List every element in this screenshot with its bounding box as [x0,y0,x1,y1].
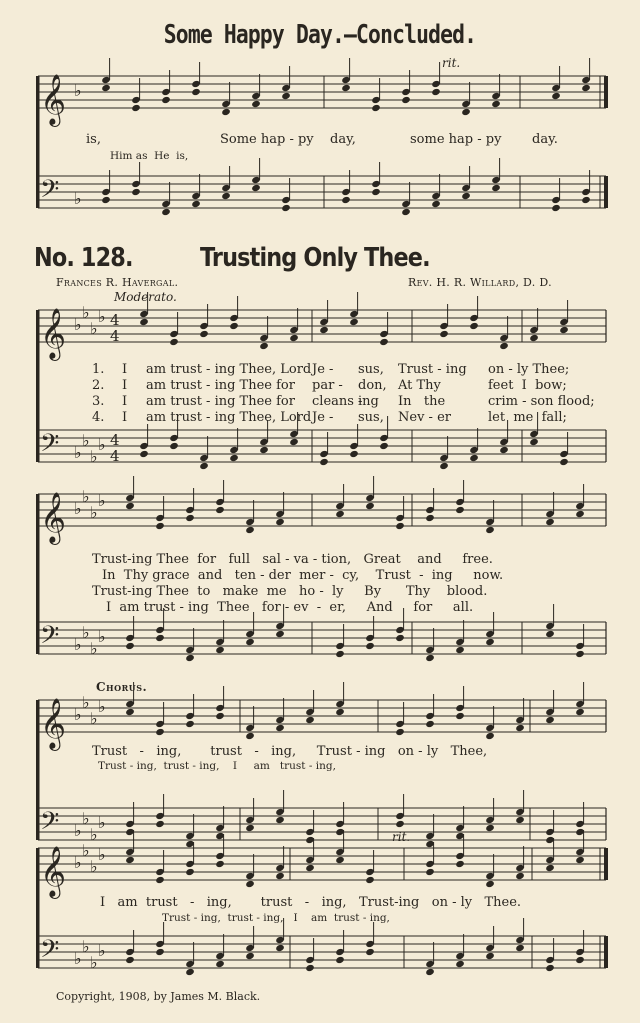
verse-word: am trust - ing Thee for [146,378,295,393]
note-head [371,188,381,196]
flat-icon: ♭ [90,953,98,972]
note-head [289,334,299,342]
verse-word: Nev - er [398,410,451,425]
flat-icon: ♭ [90,319,98,338]
note-head [551,92,561,100]
flat-icon: ♭ [98,307,106,326]
note-head [245,880,255,888]
note-head [221,108,231,116]
note-head [125,502,135,510]
note-head [215,646,225,654]
note-head [515,872,525,880]
note-head [395,522,405,530]
note-head [125,856,135,864]
note-head [395,820,405,828]
flat-icon: ♭ [90,825,98,844]
note-head [289,438,299,446]
note-head [319,326,329,334]
note-head [155,876,165,884]
note-head [335,708,345,716]
note-head [125,708,135,716]
verse-word: feet I bow; [488,378,567,393]
note-head [319,458,329,466]
lyric-syllable: some hap - py [410,132,502,147]
verse-word: don, [358,378,387,393]
note-head [169,442,179,450]
chorus-line-under: Trust - ing, trust - ing, I am trust - ing, [162,912,390,924]
ritardando-mark: rit. [392,830,411,844]
bass-clef-icon: 𝄢 [40,175,60,210]
note-head [365,948,375,956]
lyric-under: Him as He is, [110,150,189,162]
flat-icon: ♭ [74,635,82,654]
note-head [341,196,351,204]
note-head [131,104,141,112]
treble-clef-icon: 𝄞 [40,74,67,125]
tempo-mark: Moderato. [114,290,177,304]
note-head [245,638,255,646]
music-credit: Rev. H. R. Willard, D. D. [408,276,552,289]
note-head [529,438,539,446]
flat-icon: ♭ [82,487,90,506]
note-head [215,960,225,968]
bass-clef-icon: 𝄢 [40,621,60,656]
flat-icon: ♭ [74,705,82,724]
verse-line: In Thy grace and ten - der mer - cy, Trust - ing now. [102,568,504,583]
note-head [499,446,509,454]
flat-icon: ♭ [98,813,106,832]
note-head [131,188,141,196]
flat-icon: ♭ [82,431,90,450]
flat-icon: ♭ [74,499,82,518]
words-credit: Frances R. Havergal. [56,276,179,289]
note-head [275,816,285,824]
verse-word: on - ly Thee; [488,362,570,377]
note-head [185,514,195,522]
verse-number: 3. [92,394,105,409]
note-head [305,716,315,724]
verse-word: I [122,378,128,393]
note-head [155,820,165,828]
verse-word: crim - son flood; [488,394,595,409]
note-head [485,638,495,646]
note-head [335,510,345,518]
note-head [485,824,495,832]
note-head [461,108,471,116]
note-head [455,960,465,968]
note-head [365,502,375,510]
flat-icon: ♭ [82,303,90,322]
verse-word: At Thy [398,378,441,393]
note-head [229,454,239,462]
copyright-notice: Copyright, 1908, by James M. Black. [56,990,261,1003]
note-head [275,944,285,952]
hymn-title: Trusting Only Thee. [200,243,430,273]
note-head [139,450,149,458]
note-head [425,868,435,876]
note-head [125,642,135,650]
time-signature: 4 [110,327,120,345]
note-head [485,732,495,740]
system-brace [36,310,40,462]
chorus-label: Chorus. [96,680,148,694]
note-head [139,318,149,326]
flat-icon: ♭ [98,845,106,864]
note-head [199,462,209,470]
note-head [545,630,555,638]
lyric-syllable: day, [330,132,356,147]
verse-word: Je - [312,410,334,425]
note-head [169,338,179,346]
flat-icon: ♭ [74,189,82,208]
page-title: Some Happy Day.—Concluded. [163,20,477,50]
note-head [431,88,441,96]
verse-word: I [122,410,128,425]
note-head [365,876,375,884]
verse-number: 2. [92,378,105,393]
lyric-syllable: day. [532,132,558,147]
flat-icon: ♭ [74,315,82,334]
note-head [281,204,291,212]
note-head [545,716,555,724]
note-head [371,104,381,112]
note-head [155,948,165,956]
note-head [575,650,585,658]
note-head [401,208,411,216]
bass-clef-icon: 𝄢 [40,935,60,970]
lyric-syllable: Some hap - py [220,132,314,147]
flat-icon: ♭ [90,639,98,658]
note-head [185,654,195,662]
verse-word: par - [312,378,343,393]
flat-icon: ♭ [98,627,106,646]
note-head [155,728,165,736]
note-head [455,506,465,514]
note-head [425,514,435,522]
verse-word: ing [358,394,379,409]
note-head [155,634,165,642]
note-head [581,84,591,92]
note-head [461,192,471,200]
verse-word: am trust - ing Thee for [146,394,295,409]
hymn-number: No. 128. [34,243,133,273]
verse-number: 4. [92,410,105,425]
verse-word: Je - [312,362,334,377]
note-head [185,968,195,976]
treble-clef-icon: 𝄞 [40,308,67,359]
note-head [529,334,539,342]
note-head [499,342,509,350]
note-head [379,338,389,346]
flat-icon: ♭ [74,443,82,462]
chorus-line: I am trust - ing, trust - ing, Trust-ing on - ly Thee. [100,895,522,910]
note-head [305,964,315,972]
note-head [515,724,525,732]
note-head [215,506,225,514]
verse-word: I [122,362,128,377]
note-head [515,944,525,952]
note-head [275,724,285,732]
chorus-line-under: Trust - ing, trust - ing, I am trust - ing, [98,760,336,772]
verse-number: 1. [92,362,105,377]
note-head [575,708,585,716]
flat-icon: ♭ [90,447,98,466]
note-head [515,816,525,824]
flat-icon: ♭ [98,941,106,960]
verse-word: am trust - ing Thee, Lord [146,362,312,377]
flat-icon: ♭ [82,623,90,642]
note-head [379,442,389,450]
chorus-line: Trust - ing, trust - ing, Trust - ing on - ly Thee, [92,744,488,759]
note-head [101,196,111,204]
system-brace [36,848,40,968]
flat-icon: ♭ [82,937,90,956]
note-head [161,96,171,104]
time-signature: 4 [110,447,120,465]
verse-word: sus, [358,362,384,377]
bass-clef-icon: 𝄢 [40,807,60,842]
note-head [161,208,171,216]
time-signature: 4 [110,311,120,329]
note-head [455,712,465,720]
note-head [575,856,585,864]
flat-icon: ♭ [74,81,82,100]
note-head [185,720,195,728]
note-head [275,518,285,526]
note-head [349,318,359,326]
note-head [281,92,291,100]
verse-word: Trust - ing [398,362,467,377]
flat-icon: ♭ [82,693,90,712]
note-head [305,864,315,872]
note-head [191,88,201,96]
note-head [575,510,585,518]
note-head [155,522,165,530]
flat-icon: ♭ [90,503,98,522]
note-head [395,728,405,736]
note-head [215,712,225,720]
note-head [469,454,479,462]
bass-clef-icon: 𝄢 [40,429,60,464]
note-head [545,518,555,526]
flat-icon: ♭ [82,809,90,828]
note-head [259,342,269,350]
note-head [425,654,435,662]
note-head [101,84,111,92]
note-head [245,526,255,534]
treble-clef-icon: 𝄞 [40,698,67,749]
note-head [125,956,135,964]
note-head [395,634,405,642]
verse-word: I [122,394,128,409]
note-head [215,860,225,868]
verse-word: let me fall; [488,410,567,425]
verse-word: In the [398,394,446,409]
note-head [259,446,269,454]
time-signature: 4 [110,431,120,449]
note-head [229,322,239,330]
note-head [545,964,555,972]
note-head [425,720,435,728]
note-head [545,864,555,872]
note-head [581,196,591,204]
note-head [335,650,345,658]
note-head [245,732,255,740]
note-head [275,630,285,638]
system-brace [36,76,40,208]
verse-word: sus, [358,410,384,425]
flat-icon: ♭ [74,949,82,968]
verse-line: I am trust - ing Thee for - ev - er, And for all. [106,600,474,615]
note-head [251,100,261,108]
note-head [485,952,495,960]
note-head [575,956,585,964]
note-head [469,322,479,330]
treble-clef-icon: 𝄞 [40,846,67,897]
note-head [425,968,435,976]
note-head [199,330,209,338]
note-head [185,868,195,876]
treble-clef-icon: 𝄞 [40,492,67,543]
verse-line: Trust-ing Thee for full sal - va - tion, Great and free. [92,552,493,567]
verse-word: am trust - ing Thee, Lord [146,410,312,425]
flat-icon: ♭ [90,857,98,876]
note-head [485,880,495,888]
flat-icon: ♭ [98,491,106,510]
flat-icon: ♭ [90,709,98,728]
note-head [491,184,501,192]
note-head [559,326,569,334]
note-head [221,192,231,200]
note-head [335,956,345,964]
note-head [491,100,501,108]
lyric-syllable: is, [86,132,101,147]
flat-icon: ♭ [98,435,106,454]
note-head [559,458,569,466]
note-head [251,184,261,192]
note-head [245,952,255,960]
note-head [455,646,465,654]
flat-icon: ♭ [98,697,106,716]
flat-icon: ♭ [74,853,82,872]
note-head [275,872,285,880]
note-head [401,96,411,104]
note-head [439,330,449,338]
note-head [191,200,201,208]
note-head [439,462,449,470]
system-brace [36,700,40,840]
verse-line: Trust-ing Thee to make me ho - ly By Thy blood. [92,584,488,599]
note-head [455,860,465,868]
note-head [341,84,351,92]
note-head [335,856,345,864]
note-head [431,200,441,208]
note-head [365,642,375,650]
note-head [349,450,359,458]
note-head [245,824,255,832]
note-head [485,526,495,534]
verse-word: cleans - [312,394,363,409]
note-head [551,204,561,212]
flat-icon: ♭ [74,821,82,840]
flat-icon: ♭ [82,841,90,860]
ritardando-mark: rit. [442,56,461,70]
